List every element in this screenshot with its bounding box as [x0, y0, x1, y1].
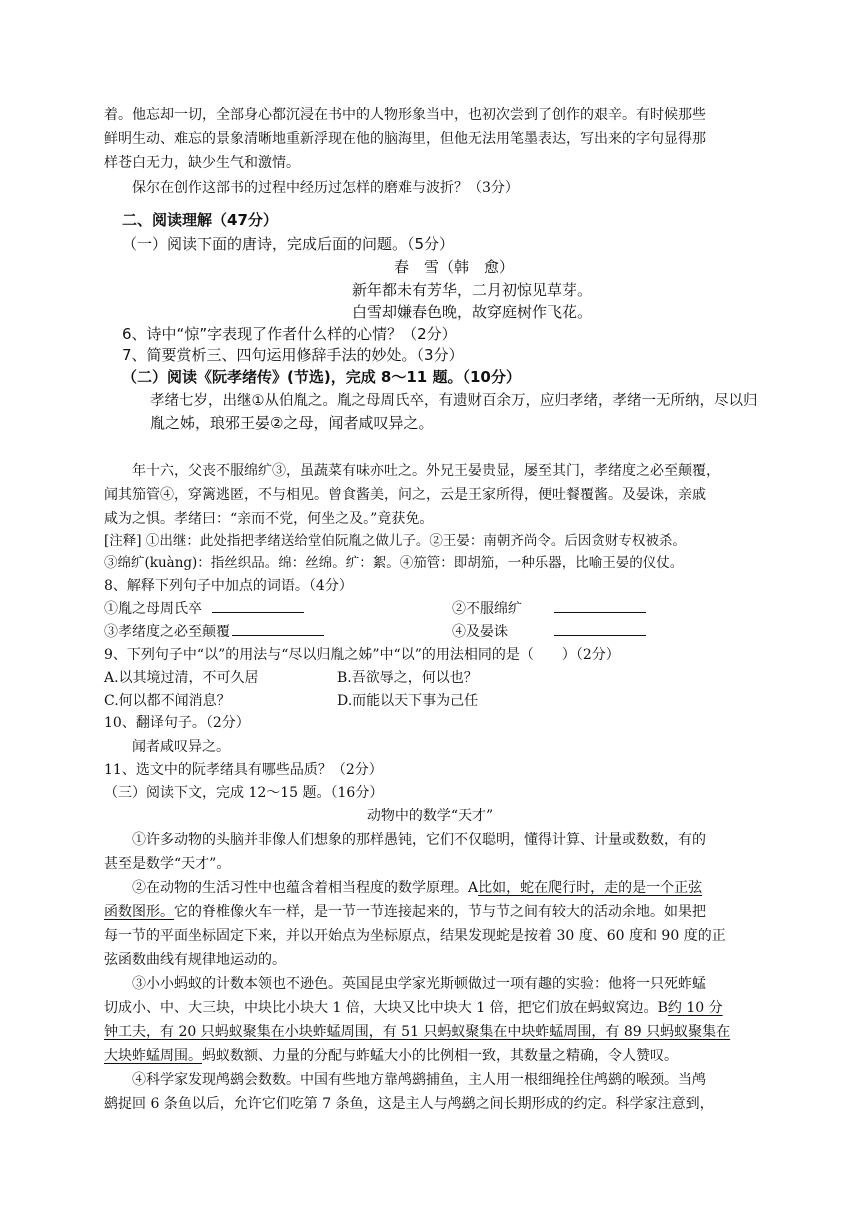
passage-line-5: 咸为之惧。孝绪曰：“亲而不党，何坐之及。”竟获免。	[104, 511, 434, 527]
underlined-sentence-b-end: 大块蚱蜢周围。	[104, 1048, 202, 1064]
article-p3-text: 蚂蚁数额、力量的分配与蚱蜢大小的比例相一致，其数量之精确，令人赞叹。	[202, 1048, 678, 1064]
poem-title: 春 雪（韩 愈）	[394, 258, 515, 276]
question-6: 6、诗中“惊”字表现了作者什么样的心情？（2分）	[122, 325, 457, 343]
article-p2-line-4: 弦函数曲线有规律地运动的。	[104, 952, 286, 968]
q8-item-2	[452, 598, 646, 620]
article-p2-text: 它的脊椎像火车一样，是一节一节连接起来的，节与节之间有较大的活动余地。如果把	[174, 904, 706, 920]
q8-item-1	[104, 598, 304, 620]
continuation-line-2: 鲜明生动、难忘的景象清晰地重新浮现在他的脑海里，但他无法用笔墨表达，写出来的字句显得那	[104, 131, 706, 147]
article-p3-line-3	[104, 1021, 730, 1043]
underlined-sentence-b-mid: 钟工夫，有 20 只蚂蚁聚集在小块蚱蜢周围，有 51 只蚂蚁聚集在中块蚱蜢周围，有 89 只蚂蚁聚集在	[104, 1024, 731, 1040]
article-title: 动物中的数学“天才”	[366, 808, 494, 824]
note-line-1: [注释] ①出继：此处指把孝绪送给堂伯阮胤之做儿子。②王晏：南朝齐尚令。后因贪财专权被杀。	[104, 533, 686, 549]
q8-item-3-text: ③孝绪度之必至颠覆	[104, 624, 230, 640]
article-p2-line-3: 每一节的平面坐标固定下来，并以开始点为坐标原点，结果发现蛇是按着 30 度、60 度和 90 度的正	[104, 928, 726, 944]
article-p2-line-1	[132, 877, 702, 899]
answer-blank[interactable]	[554, 621, 646, 636]
passage-line-4: 闻其笳管④，穿篱逃匿，不与相见。曾食酱美，问之，云是王家所得，便吐餐覆酱。及晏诛，亲戚	[104, 487, 706, 503]
q9-option-d: D.而能以天下事为己任	[337, 693, 479, 709]
continuation-question: 保尔在创作这部书的过程中经历过怎样的磨难与波折？（3分）	[132, 180, 519, 196]
q8-item-4-text: ④及晏诛	[452, 624, 508, 640]
q8-item-3	[104, 621, 324, 643]
part-2-intro: （二）阅读《阮孝绪传》(节选)，完成 8～11 题。（10分）	[122, 368, 521, 386]
q8-item-4	[452, 621, 646, 643]
poem-line-1: 新年都未有芳华，二月初惊见草芽。	[352, 281, 593, 299]
underlined-sentence-a: 比如，蛇在爬行时，走的是一个正弦	[478, 880, 703, 896]
part-1-intro: （一）阅读下面的唐诗，完成后面的问题。（5分）	[122, 235, 455, 253]
note-line-2: ③绵纩(kuàng)：指丝织品。绵：丝绵。纩：絮。④笳管：即胡笳，一种乐器，比喻王晏的仪仗。	[104, 555, 684, 571]
article-p3-line-1: ③小小蚂蚁的计数本领也不逊色。英国昆虫学家光斯顿做过一项有趣的实验：他将一只死蚱蜢	[132, 976, 706, 992]
passage-line-3: 年十六，父丧不服绵纩③，虽蔬菜有味亦吐之。外兄王晏贵显，屡至其门，孝绪度之必至颠覆，	[132, 463, 720, 479]
q9-option-a: A.以其境过清，不可久居	[104, 670, 259, 686]
q8-item-1-text: ①胤之母周氏卒	[104, 601, 202, 617]
article-p3-line-4	[104, 1045, 678, 1067]
article-p2-line-2	[104, 901, 706, 923]
article-p3-text: 切成小、中、大三块，中块比小块大 1 倍，大块又比中块大 1 倍，把它们放在蚂蚁窝边。B	[104, 1000, 668, 1016]
continuation-line-1: 着。他忘却一切，全部身心都沉浸在书中的人物形象当中，也初次尝到了创作的艰辛。有时候那些	[104, 107, 706, 123]
passage-line-2: 胤之姊，琅邪王晏②之母，闻者咸叹异之。	[150, 414, 434, 432]
question-11: 11、选文中的阮孝绪具有哪些品质？（2分）	[104, 762, 383, 778]
continuation-line-3: 样苍白无力，缺少生气和激情。	[104, 155, 300, 171]
passage-line-1: 孝绪七岁，出继①从伯胤之。胤之母周氏卒，有遗财百余万，应归孝绪，孝绪一无所纳，尽以归	[150, 393, 758, 409]
underlined-sentence-a-end: 函数图形。	[104, 904, 174, 920]
q8-item-2-text: ②不服绵纩	[452, 601, 522, 617]
answer-blank[interactable]	[212, 598, 304, 613]
article-p4-line-1: ④科学家发现鸬鹚会数数。中国有些地方靠鸬鹚捕鱼，主人用一根细绳拴住鸬鹚的喉颈。当鸬	[132, 1072, 706, 1088]
question-7: 7、简要赏析三、四句运用修辞手法的妙处。（3分）	[122, 346, 464, 364]
article-p1-line-1: ①许多动物的头脑并非像人们想象的那样愚钝，它们不仅聪明，懂得计算、计量或数数，有的	[132, 832, 706, 848]
answer-blank[interactable]	[554, 598, 646, 613]
question-9: 9、下列句子中“以”的用法与“尽以归胤之姊”中“以”的用法相同的是（ ）（2分）	[104, 647, 620, 663]
section-2-title: 二、阅读理解（47分）	[122, 211, 278, 229]
underlined-sentence-b: 约 10 分	[667, 1000, 723, 1016]
q10-sentence: 闻者咸叹异之。	[132, 739, 230, 755]
article-p4-line-2: 鹚捉回 6 条鱼以后，允许它们吃第 7 条鱼，这是主人与鸬鹚之间长期形成的约定。科学家注意到，	[104, 1096, 714, 1112]
question-10: 10、翻译句子。（2分）	[104, 715, 250, 731]
article-p1-line-2: 甚至是数学“天才”。	[104, 856, 231, 872]
poem-line-2: 白雪却嫌春色晚，故穿庭树作飞花。	[352, 303, 593, 321]
article-p3-line-2	[104, 997, 723, 1019]
article-p2-text: ②在动物的生活习性中也蕴含着相当程度的数学原理。A	[132, 880, 479, 896]
part-3-intro: （三）阅读下文，完成 12～15 题。（16分）	[104, 785, 384, 801]
question-8: 8、解释下列句子中加点的词语。（4分）	[104, 578, 353, 594]
q9-option-b: B.吾欲辱之，何以也？	[337, 670, 478, 686]
q9-option-c: C.何以都不闻消息？	[104, 693, 231, 709]
answer-blank[interactable]	[232, 621, 324, 636]
